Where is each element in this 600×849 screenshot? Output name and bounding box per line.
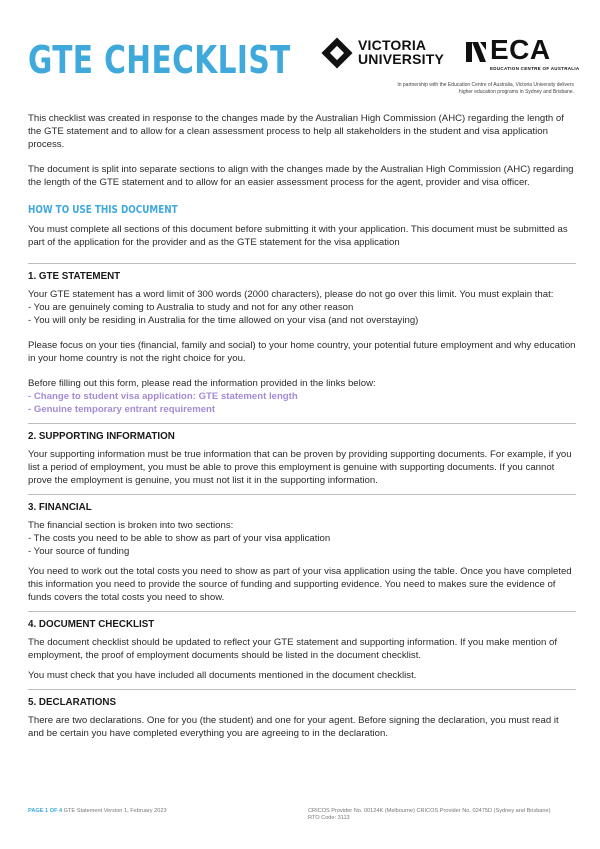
divider	[28, 689, 576, 690]
section-5-text: There are two declarations. One for you (the student) and one for your agent. Before signing the declaration, you must read it and be certain you have completed everything you are agreeing to in the declaration.	[28, 715, 559, 739]
section-3-bullet: - The costs you need to be able to show as part of your visa application	[28, 533, 331, 544]
page-number: PAGE 1 OF 4	[28, 808, 63, 814]
eca-logo	[466, 34, 580, 72]
section-3-bullet: - Your source of funding	[28, 546, 130, 557]
section-3-heading: 3. FINANCIAL	[28, 502, 92, 513]
section-1-heading: 1. GTE STATEMENT	[28, 271, 121, 282]
how-to-heading: HOW TO USE THIS DOCUMENT	[28, 204, 178, 216]
divider	[28, 423, 576, 424]
document-version: GTE Statement Version 1, February 2023	[63, 808, 167, 814]
section-1-links-intro: Before filling out this form, please read the information provided in the links below:	[28, 378, 376, 389]
how-to-text: You must complete all sections of this document before submitting it with your application. This document must be submitted as part of the application for the provider and as the GTE statement for the visa application	[28, 224, 568, 248]
section-1-bullet: - You will only be residing in Australia for the time allowed on your visa (and not overstaying)	[28, 315, 419, 326]
vu-logo-line-2: UNIVERSITY	[358, 51, 445, 67]
divider	[28, 611, 576, 612]
section-2-text: Your supporting information must be true information that can be proven by providing supporting documents. For example, if you list a period of employment, you must be able to prove this employment is genuine with supporting documents. If you cannot prove the employment is genuine, you must not list it in the supporting information.	[28, 449, 572, 486]
section-2-heading: 2. SUPPORTING INFORMATION	[28, 431, 175, 442]
document-body	[28, 112, 576, 752]
section-4-text-2: You must check that you have included all documents mentioned in the document checklist.	[28, 670, 417, 681]
partnership-note: In partnership with the Education Centre of Australia, Victoria University delivers higher education programs in Sydney and Brisbane.	[397, 82, 574, 95]
vu-logo-line-1: VICTORIA	[358, 37, 427, 53]
section-3-intro: The financial section is broken into two sections:	[28, 520, 234, 531]
divider	[28, 494, 576, 495]
logos	[324, 34, 580, 96]
page-title: GTE CHECKLIST	[28, 38, 291, 82]
section-4-text-1: The document checklist should be updated to reflect your GTE statement and supporting information. If you make mention of employment, the proof of employment documents should be listed in the document checklist.	[28, 637, 558, 661]
section-4-heading: 4. DOCUMENT CHECKLIST	[28, 619, 155, 630]
intro-paragraph-2: The document is split into separate sections to align with the changes made by the Australian High Commission (AHC) regarding the length of the GTE statement and to allow for an easier assessment process for the agent, provider and visa officer.	[28, 164, 574, 188]
section-1-focus: Please focus on your ties (financial, family and social) to your home country, your potential future employment and why education in your home country is not the right choice for you.	[28, 340, 576, 364]
link-gte-statement-length[interactable]: - Change to student visa application: GTE statement length	[28, 391, 298, 402]
link-genuine-temporary-entrant[interactable]: - Genuine temporary entrant requirement	[28, 404, 216, 415]
intro-paragraph-1: This checklist was created in response to the changes made by the Australian High Commission (AHC) regarding the length of the GTE statement and to allow for a clean assessment process to help all stakeholders in the student and visa application process.	[28, 113, 564, 150]
eca-mark-icon	[466, 40, 486, 64]
eca-wordmark: ECA	[490, 34, 551, 65]
rto-code: RTO Code: 3113	[308, 815, 350, 821]
section-5-heading: 5. DECLARATIONS	[28, 697, 116, 708]
page-header	[28, 34, 580, 96]
section-1-bullet: - You are genuinely coming to Australia to study and not for any other reason	[28, 302, 354, 313]
eca-subtitle: EDUCATION CENTRE OF AUSTRALIA	[490, 66, 580, 71]
cricos-provider: CRICOS Provider No. 00124K (Melbourne) CRICOS Provider No. 02475D (Sydney and Brisbane)	[308, 808, 551, 814]
section-3-text: You need to work out the total costs you need to show as part of your visa application using the table. Once you have completed this information you need to provide the source of funding and supporting evidence. You need to makes sure the evidence of funds covers the total costs you need to show.	[28, 566, 572, 603]
divider	[28, 263, 576, 264]
victoria-university-logo	[324, 38, 454, 72]
section-1-text: Your GTE statement has a word limit of 300 words (2000 characters), please do not go over this limit. You must explain that:	[28, 289, 554, 300]
